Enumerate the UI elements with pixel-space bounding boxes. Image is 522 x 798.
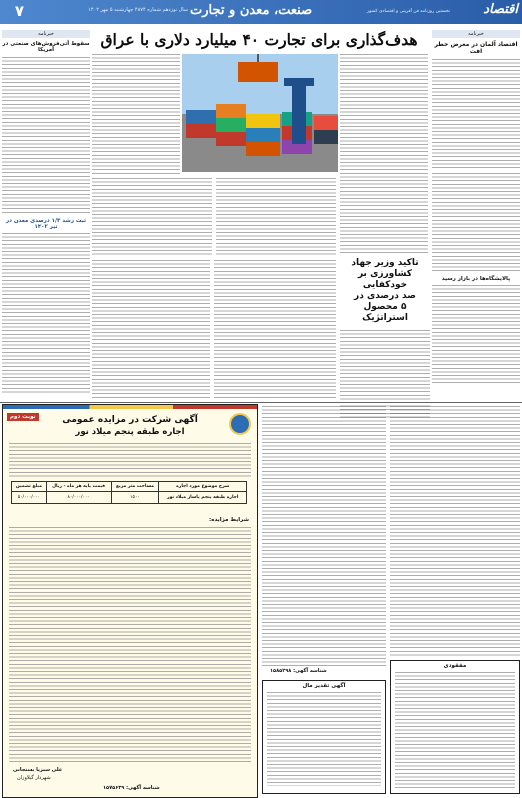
agri-headline-3: صد درصدی در [354, 291, 416, 301]
agri-headline-1: تاکید وزیر جهاد [351, 258, 419, 268]
left-column-subhead: پالایشگاه‌ها در بازار رسید [441, 276, 511, 282]
tender-round-badge: نوبت دوم [7, 413, 39, 421]
tender-signer: علی سبزیا بستجانی [13, 767, 63, 773]
right-column-kicker: خبرنامه [2, 30, 90, 38]
agri-story [340, 258, 430, 408]
right-column-headline: سقوط آتی‌فروش‌های صنعتی در آمریکا [2, 41, 90, 53]
tender-table [11, 481, 247, 504]
table-header: قیمت پایه هر ماه - ریال [46, 482, 111, 492]
tender-ad [2, 404, 258, 798]
paper-tagline: نخستین روزنامه فن آفرینی و اقتصادی کشور [366, 9, 450, 14]
main-story-col-1 [340, 54, 428, 254]
agri-story-text-a [214, 260, 336, 400]
table-cell: اجاره طبقه پنجم پاساژ میلاد نور [159, 492, 247, 504]
date-line: سال نوزدهم شماره ۴۸۷۴ چهارشنبه ۵ مهر ۱۴۰۲ [88, 7, 188, 13]
main-headline: هدف‌گذاری برای تجارت ۴۰ میلیارد دلاری با عراق [100, 30, 418, 49]
main-story-col-2 [92, 54, 180, 174]
auction-signature: شناسه آگهی: ۱۵۸۵۲۹۸ [270, 668, 327, 674]
masthead [0, 0, 522, 24]
left-column-headline: اقتصاد آلمان در معرض خطر افت [434, 41, 518, 55]
section-title: صنعت، معدن و تجارت [190, 3, 313, 18]
agri-headline-2: کشاورزی بر خودکفایی [357, 269, 413, 290]
table-row [12, 492, 247, 504]
right-column-subhead: ثبت رشد ۱/۳ درصدی معدن در تیر ۱۴۰۲ [5, 218, 87, 230]
page-number: ۷ [14, 2, 24, 20]
left-column [432, 30, 520, 370]
small-notice [262, 680, 386, 794]
org-emblem-icon [229, 413, 251, 435]
ad-top-stripe [3, 405, 257, 409]
left-column-kicker: خبرنامه [432, 30, 520, 38]
agri-story-text-b [92, 260, 210, 400]
conditions-label: شرایط مزایده: [209, 517, 249, 523]
auction-text-col-1 [262, 406, 386, 666]
auction-text-col-2 [390, 406, 520, 656]
tender-notice-id: شناسه آگهی: ۱۵۷۵۶۳۹ [103, 785, 160, 791]
containers-photo [182, 54, 338, 172]
agri-headline-4: ۵ محصول استراتژیک [362, 302, 408, 323]
table-header: مبلغ تضمین [12, 482, 47, 492]
table-header: شرح موضوع مورد اجاره [159, 482, 247, 492]
small-notice-label: آگهی تقدیر مال [302, 683, 346, 689]
main-story-col-3 [92, 178, 212, 256]
tender-title-2: اجاره طبقه پنجم میلاد نور [75, 427, 185, 437]
table-cell: ۱۵۰۰ [111, 492, 159, 504]
paper-logo: اقتصاد [483, 2, 518, 17]
right-column [2, 30, 90, 400]
containers-illustration [182, 54, 338, 172]
table-header: مساحت متر مربع [111, 482, 159, 492]
main-story-col-4 [216, 178, 336, 256]
bottom-left-label: مفقودی [443, 663, 467, 669]
tender-title-1: آگهی شرکت در مزایده عمومی [62, 415, 198, 425]
table-cell: ۵۰/۰۰۰/۰۰۰ [12, 492, 47, 504]
bottom-left-notice [390, 660, 520, 794]
table-cell: ۸۰/۰۰۰/۰۰۰ [46, 492, 111, 504]
tender-org: شهردار گیلاوزان [17, 775, 51, 781]
